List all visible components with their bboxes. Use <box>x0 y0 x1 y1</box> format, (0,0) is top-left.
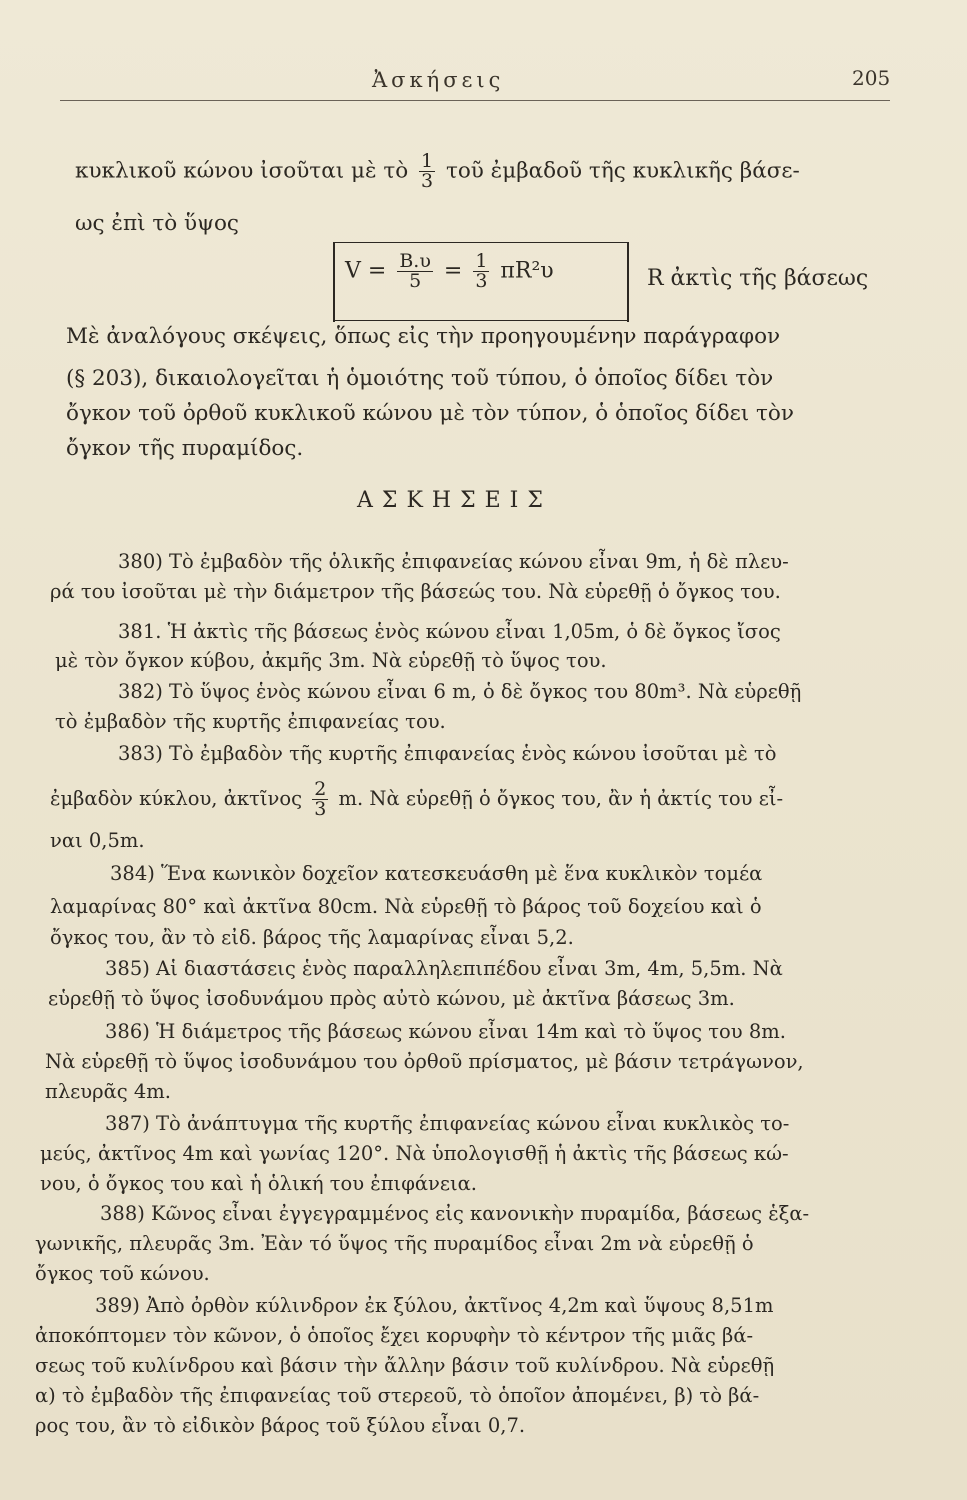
paragraph-line-4: ὄγκον τῆς πυραμίδος. <box>66 436 304 461</box>
exercise-386-line-1: 386) Ἡ διάμετρος τῆς βάσεως κώνου εἶναι 14m καὶ τὸ ὕψος του 8m. <box>105 1020 786 1043</box>
exercise-383-fraction <box>312 780 328 819</box>
exercise-383-fraction-numerator: 2 <box>314 778 327 800</box>
formula-fraction-2 <box>473 252 489 291</box>
exercise-385-line-2: εὑρεθῇ τὸ ὕψος ἰσοδυνάμου πρὸς αὐτὸ κώνου, μὲ ἀκτῖνα βάσεως 3m. <box>48 987 735 1010</box>
formula-fraction-1-numerator: B.υ <box>399 250 431 272</box>
paragraph-line-1: Μὲ ἀναλόγους σκέψεις, ὅπως εἰς τὴν προηγουμένην παράγραφον <box>66 324 781 349</box>
exercise-384-line-1: 384) Ἕνα κωνικὸν δοχεῖον κατεσκευάσθη μὲ ἕνα κυκλικὸν τομέα <box>110 862 763 885</box>
formula-fraction-1-denominator: 5 <box>397 271 433 291</box>
formula-fraction-2-denominator: 3 <box>475 270 488 292</box>
page-number: 205 <box>852 66 891 90</box>
exercise-380-line-1: 380) Τὸ ἐμβαδὸν τῆς ὁλικῆς ἐπιφανείας κώνου εἶναι 9m, ἡ δὲ πλευ- <box>118 550 789 573</box>
header-rule <box>60 100 890 101</box>
paragraph-line-3: ὄγκον τοῦ ὀρθοῦ κυκλικοῦ κώνου μὲ τὸν τύπον, ὁ ὁποῖος δίδει τὸν <box>66 401 794 426</box>
exercise-389-line-4: α) τὸ ἐμβαδὸν τῆς ἐπιφανείας τοῦ στερεοῦ, τὸ ὁποῖον ἀπομένει, β) τὸ βά- <box>35 1384 760 1407</box>
section-heading: ΑΣΚΗΣΕΙΣ <box>357 488 552 513</box>
intro-fraction-denominator: 3 <box>421 170 434 192</box>
formula-fraction-2-numerator: 1 <box>475 250 488 272</box>
exercise-385-line-1: 385) Αἱ διαστάσεις ἑνὸς παραλληλεπιπέδου εἶναι 3m, 4m, 5,5m. Νὰ <box>105 957 783 980</box>
formula-note: R ἀκτὶς τῆς βάσεως <box>647 266 869 291</box>
formula-equals: = <box>443 258 463 284</box>
exercise-381-line-2: μὲ τὸν ὄγκον κύβου, ἀκμῆς 3m. Νὰ εὑρεθῇ τὸ ὕψος του. <box>55 649 607 672</box>
exercise-387-line-1: 387) Τὸ ἀνάπτυγμα τῆς κυρτῆς ἐπιφανείας κώνου εἶναι κυκλικὸς το- <box>105 1112 790 1135</box>
exercise-383-line-2 <box>50 780 783 819</box>
volume-formula <box>345 252 554 291</box>
formula-lhs: V = <box>345 258 387 284</box>
intro-line-1 <box>75 152 800 191</box>
paragraph-line-2: (§ 203), δικαιολογεῖται ἡ ὁμοιότης τοῦ τύπου, ὁ ὁποῖος δίδει τὸν <box>66 366 774 391</box>
exercise-388-line-1: 388) Κῶνος εἶναι ἐγγεγραμμένος εἰς κανονικὴν πυραμίδα, βάσεως ἑξα- <box>100 1202 810 1225</box>
exercise-386-line-2: Νὰ εὑρεθῇ τὸ ὕψος ἰσοδυνάμου του ὀρθοῦ πρίσματος, μὲ βάσιν τετράγωνον, <box>45 1050 804 1073</box>
exercise-383-line-2-text-b: m. Νὰ εὑρεθῇ ὁ ὄγκος του, ἂν ἡ ἀκτίς του εἶ- <box>338 787 784 810</box>
exercise-386-line-3: πλευρᾶς 4m. <box>45 1080 171 1103</box>
exercise-389-line-5: ρος του, ἂν τὸ εἰδικὸν βάρος τοῦ ξύλου εἶναι 0,7. <box>35 1414 526 1437</box>
exercise-389-line-2: ἀποκόπτομεν τὸν κῶνον, ὁ ὁποῖος ἔχει κορυφὴν τὸ κέντρον τῆς μιᾶς βά- <box>35 1324 754 1347</box>
exercise-389-line-1: 389) Ἀπὸ ὀρθὸν κύλινδρον ἐκ ξύλου, ἀκτῖνος 4,2m καὶ ὕψους 8,51m <box>95 1294 774 1317</box>
exercise-388-line-3: ὄγκος τοῦ κώνου. <box>35 1262 210 1285</box>
formula-box-bottom-rule <box>333 320 627 321</box>
exercise-384-line-2: λαμαρίνας 80° καὶ ἀκτῖνα 80cm. Νὰ εὑρεθῇ τὸ βάρος τοῦ δοχείου καὶ ὁ <box>50 895 762 918</box>
running-header: Ἀσκήσεις <box>372 68 505 92</box>
intro-line-1-text-a: κυκλικοῦ κώνου ἰσοῦται μὲ τὸ <box>75 158 409 184</box>
exercise-383-line-2-text-a: ἐμβαδὸν κύκλου, ἀκτῖνος <box>50 787 302 810</box>
exercise-382-line-2: τὸ ἐμβαδὸν τῆς κυρτῆς ἐπιφανείας του. <box>55 710 446 733</box>
formula-rhs: πR²υ <box>500 258 554 284</box>
intro-fraction-numerator: 1 <box>421 150 434 172</box>
exercise-384-line-3: ὄγκος του, ἂν τὸ εἰδ. βάρος τῆς λαμαρίνας εἶναι 5,2. <box>50 926 574 949</box>
intro-line-1-text-b: τοῦ ἐμβαδοῦ τῆς κυκλικῆς βάσε- <box>445 158 800 184</box>
intro-line-2: ως ἐπὶ τὸ ὕψος <box>75 211 239 236</box>
exercise-389-line-3: σεως τοῦ κυλίνδρου καὶ βάσιν τὴν ἄλλην βάσιν τοῦ κυλίνδρου. Νὰ εὑρεθῇ <box>35 1354 775 1377</box>
exercise-387-line-3: νου, ὁ ὄγκος του καὶ ἡ ὁλική του ἐπιφάνεια. <box>40 1172 477 1195</box>
formula-fraction-1 <box>397 252 433 291</box>
exercise-383-line-3: ναι 0,5m. <box>50 829 145 852</box>
exercise-383-line-1: 383) Τὸ ἐμβαδὸν τῆς κυρτῆς ἐπιφανείας ἑνὸς κώνου ἰσοῦται μὲ τὸ <box>118 742 777 765</box>
exercise-381-line-1: 381. Ἡ ἀκτὶς τῆς βάσεως ἑνὸς κώνου εἶναι 1,05m, ὁ δὲ ὄγκος ἴσος <box>118 620 781 643</box>
exercise-387-line-2: μεύς, ἀκτῖνος 4m καὶ γωνίας 120°. Νὰ ὑπολογισθῇ ἡ ἀκτὶς τῆς βάσεως κώ- <box>40 1142 789 1165</box>
intro-fraction <box>419 152 435 191</box>
formula-box-top-rule <box>333 242 627 243</box>
exercise-380-line-2: ρά του ἰσοῦται μὲ τὴν διάμετρον τῆς βάσεώς του. Νὰ εὑρεθῇ ὁ ὄγκος του. <box>50 580 781 603</box>
exercise-382-line-1: 382) Τὸ ὕψος ἑνὸς κώνου εἶναι 6 m, ὁ δὲ ὄγκος του 80m³. Νὰ εὑρεθῇ <box>118 680 802 703</box>
exercise-388-line-2: γωνικῆς, πλευρᾶς 3m. Ἐὰν τό ὕψος τῆς πυραμίδος εἶναι 2m νὰ εὑρεθῇ ὁ <box>35 1232 754 1255</box>
exercise-383-fraction-denominator: 3 <box>314 798 327 820</box>
